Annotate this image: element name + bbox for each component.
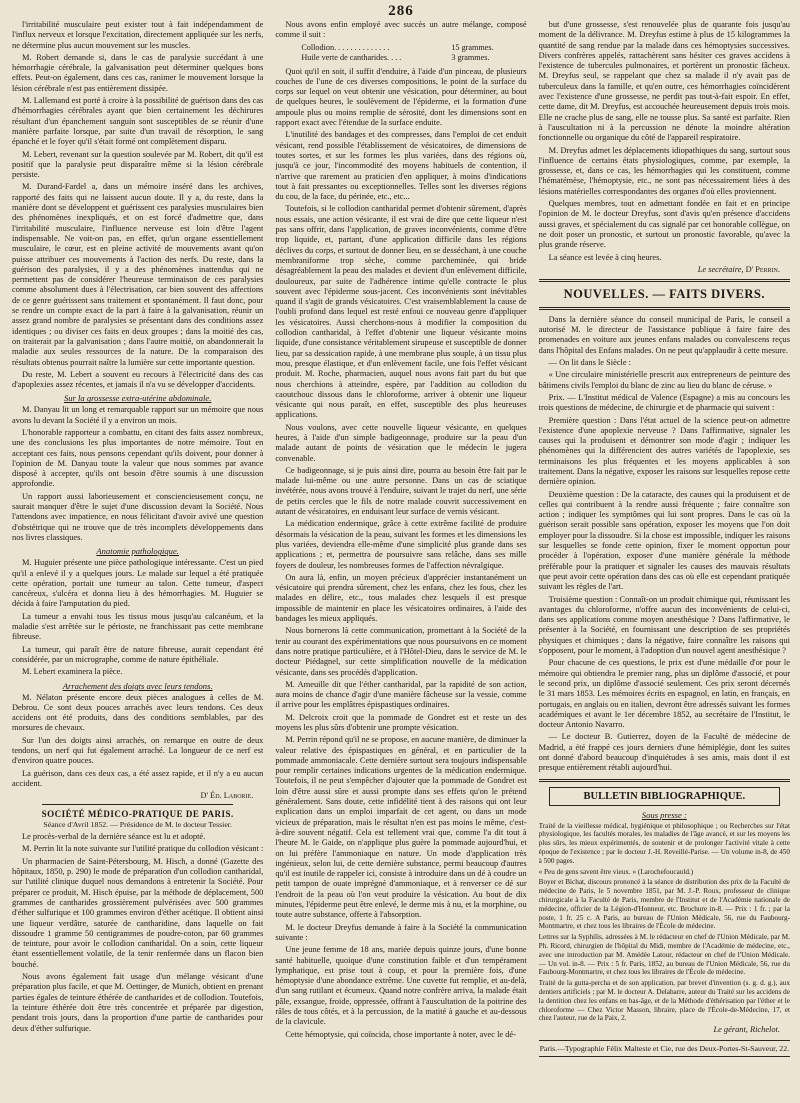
column-left [12,20,263,1100]
col1-paras [12,20,263,390]
paragraph: Boyer et Bichat, discours prononcé à la séance de distribution des prix de la Faculté de médecine de Paris, le 5 novembre 1851, par M. J.-P. Roux, professeur de clinique chirurgicale à la Faculté de Paris, membre de l'Institut et de l'Académie nationale de médecine, officier de la Légion-d'Honneur, etc. Brochure in-8. — Prix : 1 fr. ; par la poste, 1 fr. 25 c. A Paris, au bureau de l'Union Médicale, 56, rue du Faubourg-Montmartre, et chez tous les libraires de l'École de médecine. [538,878,790,931]
paragraph: Quelques membres, tout en admettant fondée en fait et en principe l'opinion de M. le docteur Dreyfus, sont d'avis qu'en présence d'accidens aussi graves, et spécialement du cas signalé par cet honorable collègue, on ne doit poser un pronostic, et surtout un pronostic favorable, qu'avec la plus grande réserve. [538,199,790,250]
paragraph: M. Nélaton présente encore deux pièces analogues à celles de M. Debrou. Ce sont deux pouces arrachés avec leurs tendons. Ces deux accidens ont été produits, dans des conditions semblables, par des morsures de chevaux. [12,692,264,733]
paragraph: M. Lallemand est porté à croire à la possibilité de guérison dans des cas d'hémorrhagies cérébrales ayant que bien certainement les déchirures résultant d'un épanchement sanguin sont susceptibles de se réunir d'une manière parfaite lorsque, par suite d'un travail de résorption, le sang épanché et le foyer qu'il s'était formé ont complètement disparu. [12,96,264,147]
formula-qty: 3 grammes. [451,53,490,63]
section-subtitle-anatomie: Anatomie pathologique. [96,546,179,557]
col1-paras3 [12,558,263,677]
paragraph: Le procès-verbal de la dernière séance est lu et adopté. [22,832,206,842]
column-middle [275,20,526,1100]
paragraph: L'honorable rapporteur a combattu, en citant des faits assez nombreux, une des conclusions les plus importantes de notre mémoire. Tout en acceptant ces faits, nous pensons cependant qu'ils doivent, pour donner à l'opinion de M. Danyau toute la valeur que nous sommes par avance disposé à accepter, qu'ils ont besoin d'être soumis à une discussion approfondie. [12,427,264,489]
paragraph: « Peu de gens savent être vieux. » (Larochefoucauld.) [538,867,694,876]
sous-presse-label: Sous presse : [641,809,687,820]
paragraph: Deuxième question : De la cataracte, des causes qui la produisent et de celles qui contribuent à la rendre aussi fréquente ; faire connaître son action ; indiquer les symptômes qui lui sont propres. Dans le cas où la guérison serait possible sans opération, exposer les moyens que l'on doit employer pour la dissoudre. Si la chose est impossible, indiquer les raisons sur lesquelles se fonde cette opinion, fixer le moment opportun pour procéder à l'opération, exposer d'une manière générale la méthode préférable pour la pratiquer et signaler les causes des mauvais résultats que peut avoir cette opération dans des cas où elle est cependant pratiquée suivant les règles de l'art. [538,489,790,592]
formula-row [301,53,526,64]
paragraph: La médication endermique, grâce à cette extrême facilité de produire désormais la vésication de la peau, suivant les formes et les dimensions les plus variées, deviendra elle-même d'une simplicité plus grande dans ses applications ; et, permettra de poursuivre sans relâche, dans ses mille foyers de douleur, les nombreuses formes de l'affection névralgique. [275,519,527,570]
printer-imprint: Paris.—Typographie Félix Malteste et Cie, rue des Deux-Portes-St-Sauveur, 22. [539,1040,790,1057]
paragraph: l'irritabilité musculaire peut exister tout à fait indépendamment de l'influx nerveux et lorsque l'excitation, directement appliquée sur les nerfs, ne détermine plus aucun mouvement sur les muscles. [12,20,264,50]
seance-line: Séance d'Avril 1852. — Présidence de M. le docteur Tessier. [43,820,232,830]
biblio-heading: BULLETIN BIBLIOGRAPHIQUE. [549,787,780,806]
paragraph: La tumeur, qui paraît être de nature fibreuse, aurait cependant été considérée, par un micrographe, comme de nature épithéliale. [12,644,264,664]
divider-double [539,279,790,282]
paragraph: Troisième question : Connaît-on un produit chimique qui, réunissant les avantages du chloroforme, n'offre aucun des inconvénients de celui-ci, dans ses applications comme moyen anesthésique ? Dans l'affirmative, le présenter à la Société, en fournissant une description de ses propriétés physiques et chimiques ; dans la négative, faire connaître les raisons qui s'opposent, pour le moment, à l'adoption d'un nouvel agent anesthésique ? [538,594,790,656]
paragraph: Quoi qu'il en soit, il suffit d'enduire, à l'aide d'un pinceau, de plusieurs couches de l'une de ces diverses compositions, le point de la surface du corps sur lequel on veut obtenir une vésication, pour déterminer, au bout de quelques heures, le soulèvement de l'épiderme, et la formation d'une ampoule plus ou moins remplie de sérosité, dont les dimensions sont en rapport exact avec l'étendue de la surface enduite. [275,66,527,128]
signature-name: D' Perrin. [745,264,780,274]
paragraph: Toutefois, si le collodion cantharidal permet d'obtenir sûrement, d'après nous essais, une action vésicante, il est vrai de dire que cette liqueur n'est pas sans offrir, dans l'application, de graves inconvénients, comme d'être trop liquide, et, partant, d'une application difficile dans les régions déclives du corps, et surtout de donner lieu, en se desséchant, à une couche membraniforme trop sèche, comme parcheminée, qui bride désagréablement la peau des malades et devient d'un enlèvement difficile, douloureux, par suite de l'adhérence intime qu'elle contracte le plus souvent avec l'épiderme sous-jacent. Ces inconvénients sont inévitables quand il s'agit de grands vésicatoires. C'est vraisemblablement la cause de l'oubli profond dans lequel est resté enfoui ce nouveau genre d'appliquer les vésicatoires. Aussi cherchons-nous à modifier la composition du collodion cantharidal, à l'effet d'obtenir une liqueur vésicante moins liquide, d'une consistance véritablement sirupeuse et susceptible de donner lieu, par sa dessication rapide, à une membrane plus souple, à un tissu plus mou, presque élastique, et d'un enlèvement facile, une fois l'effet vésicant produit. M. Roche, pharmacien, auquel nous avons fait part du but que nous cherchions à atteindre, espère, par l'addition au collodion du caoutchouc dissous dans le chloroforme, arriver à obtenir une liqueur vésicante qui nous paraît, en effet, susceptible des plus heureuses applications. [275,204,527,420]
paragraph: M. Durand-Fardel a, dans un mémoire inséré dans les archives, rapporté des faits qui ne laissent aucun doute. Il y a, du reste, dans la manière dont se développent et guérissent ces paralysies musculaires bien des phénomènes inexpliqués, et on est forcé d'admettre que, dans l'irritabilité musculaire, l'influence nerveuse est loin d'être l'agent indispensable. Ne voit-on pas, en effet, qu'un organe essentiellement musculaire, le cœur, est en pleine activité de mouvements avant qu'on puisse attribuer ces mouvements à l'action des nerfs. Du reste, dans la guérison des paralysies, il y a des phénomènes inattendus qui ne permettent pas de considérer l'heureuse terminaison de ces paralysies comme absolument dues à l'électrisation, car bien souvent des affections de ce genre guérissent sans traitement et spontanément. Il faut donc, pour se rendre un compte exact de la part à faire à la galvanisation, réunir un assez grand nombre de paralysies se présentant dans des conditions assez identiques ; ou diviser ces faits en deux groupes ; dans la moitié des cas, on traiterait par la galvanisation ; dans l'autre moitié, on abandonnerait la maladie aux seules ressources de la nature. De la comparaison des résultats obtenus pourrait naître la lumière sur cette importante question. [12,182,264,367]
paragraph: Traité de la gutta-percha et de son application, par brevet d'invention (s. g. d. g.), aux dentiers artificiels ; par M. le docteur A. Delabarre, auteur du Traité sur les accidens de la dentition chez les enfans en bas-âge, et de la Méthode d'éthérisation par l'éther et le chloroforme — Chez Victor Masson, libraire, place de l'École-de-Médecine, 17, et chez l'auteur, rue de la Paix, 2. [538,979,790,1023]
paragraph: Nous avons également fait usage d'un mélange vésicant d'une préparation plus facile, et que M. Oettinger, de Munich, obtient en prenant parties égales de teinture éthérée de cantharides et de collodion. Toutefois, la teinture éthérée doit être très concentrée et préparée par digestion, pendant trois jours, dans la proportion d'une partie de cantharides pour deux d'éther sulfurique. [12,972,264,1033]
paragraph: Pour chacune de ces questions, le prix est d'une médaille d'or pour le mémoire qui obtiendra le premier rang, plus un diplôme d'associé, et pour le second prix, un diplôme d'associé seulement. Ces prix seront décernés le 31 mars 1853. Les mémoires écrits en espagnol, en latin, en français, en portugais, en anglais ou en italien, devront être adressés suivant les formes académiques et avant le 1er décembre 1852, au secrétaire de l'Institut, le docteur Antonio Navarro. [538,658,790,730]
paragraph: Traité de la vieillesse médical, hygiénique et philosophique ; ou Recherches sur l'état physiologique, les facultés morales, les maladies de l'âge avancé, et sur les moyens les plus sûrs, les mieux expérimentés, de soutenir et de prolonger l'activité vitale à cette époque de l'existence ; par le docteur J.-H. Reveillé-Parise. — Un volume in-8, de 450 à 500 pages. [538,821,790,865]
paragraph: L'inutilité des bandages et des compresses, dans l'emploi de cet enduit vésicant, rend possible l'établissement de vésicatoires, de dimensions de toutes sortes, et sur les formes les plus variées, dans des régions où, jusqu'à ce jour, l'incommodité des moyens habituels de contention, il n'arrive que rarement au praticien d'en appliquer, à moins d'indications tout à fait pressantes ou exceptionnelles. Telles sont les diverses régions du cou, de la face, du périnée, etc., etc... [275,130,527,202]
paragraph: Un pharmacien de Saint-Pétersbourg, M. Hisch, a donné (Gazette des hôpitaux, 1850, p. 290) le mode de préparation d'un collodion cantharidal, sur l'utilité clinique duquel nous demandons à entretenir la Société. Pour préparer ce produit, M. Hisch épuise, par la méthode de déplacement, 500 grammes de cantharides grossièrement pulvérisées avec 500 grammes d'éther sulfurique et 100 grammes environ d'éther acétique. Il obtient ainsi une liqueur verdâtre, saturée de cantharidine, dans laquelle on fait dissoudre 1 gramme 50 centigrammes de poudre-coton, par 60 grammes de teinture, pour avoir le collodion cantharidal. On a soin, cette liqueur étant essentiellement volatile, de la tenir renfermée dans un flacon bien bouché. [12,856,264,969]
paragraph: M. Lebert, revenant sur la question soulevée par M. Robert, dit qu'il est positif que la paralysie peut disparaître même si la lésion cérébrale persiste. [12,149,264,180]
paragraph: On aura là, enfin, un moyen précieux d'apprécier instantanément un vésicatoire qui prendra sûrement, chez les enfans, chez les fous, chez les malades en délire, etc., tous malades chez lesquels il est presque impossible de maintenir en place les vésicatoires ordinaires, à l'aide des bandages les mieux appliqués. [275,572,527,624]
paragraph: La séance est levée à cinq heures. [548,252,662,262]
page-number: 286 [388,3,414,19]
paragraph: Nous voulons, avec cette nouvelle liqueur vésicante, en quelques heures, à l'aide d'un simple badigeonnage, produire sur la peau d'un malade autant de points de vésication que le médecin le jugera convenable. [275,422,527,463]
paragraph: M. Huguier présente une pièce pathologique intéressante. C'est un pied qu'il a enlevé il y a quelques jours. Le malade sur lequel a été pratiquée cette opération, portait une tumeur au talon. Cette tumeur, d'aspect cancéreux, s'ulcéra et donna lieu à des hémorrhagies. M. Huguier se décida à faire l'amputation du pied. [12,558,264,609]
section-subtitle-arrachement: Arrachement des doigts avec leurs tendons. [62,680,213,691]
formula-row [301,43,526,54]
section-subtitle-grossesse: Sur la grossesse extra-utérine abdominale. [63,393,212,404]
col3-paras [539,20,790,263]
formula-list [301,43,526,64]
paragraph: but d'une grossesse, s'est renouvelée plus de quarante fois jusqu'au moment de la délivrance. M. Dreyfus estime à plus de 15 kilogrammes la quantité de sang rendue par la malade dans ces hémoptysies successives. Divers confrères appelés, rattachèrent sans hésiter ces graves accidens à l'existence de tubercules pulmonaires, et portèrent un pronostic fâcheux. M. Dreyfus seul, se rappelant que chez sa malade il n'y avait pas de tuberculeux dans la famille, et qu'en outre, ces hémorrhagies coïncidèrent avec l'existence d'une grossesse, ne perdit pas tout-à-fait espoir. En effet, cette dame, dit M. Dreyfus, est accouchée heureusement depuis trois mois. Elle ne crache plus de sang, elle ne tousse plus. Sa santé est parfaite. Rien à l'auscultation ni à la percussion ne dénote la moindre altération fonctionnelle ou organique du côté de l'appareil respiratoire. [538,20,790,143]
news-list [539,315,790,774]
paragraph: Un rapport aussi laborieusement et consciencieusement conçu, ne saurait manquer d'être le sujet d'une discussion devant la Société. Nous l'attendons avec impatience, en nous félicitant d'avoir avivé une question d'obstétrique qui ne trouve que de très incomplets développements dans nos livres classiques. [12,491,264,542]
paragraph: Cette hémoptysie, qui coïncida, chose importante à noter, avec le dé- [285,1029,516,1039]
divider-double [539,307,790,310]
formula-name: Huile verte de cantharides. . . . [301,53,402,63]
col2-intro: Nous avons enfin employé avec succès un autre mélange, composé comme il suit : [275,20,527,40]
formula-name: Collodion. . . . . . . . . . . . . . [301,42,390,52]
signature-label: Le secrétaire, [697,264,744,274]
biblio-list [539,822,790,1024]
paragraph: M. Dreyfus admet les déplacements idiopathiques du sang, surtout sous l'influence de certains états physiologiques, comme, par exemple, la grossesse, et, dans ce cas, les hémorrhagies qui les constituent, comme l'hématémèse, l'hémoptysie, etc., ne sont pas nécessairement liées à des lésions matérielles correspondantes des organes d'où elles proviennent. [538,145,790,196]
columns [12,20,790,1100]
paragraph: Ce badigeonnage, si je puis ainsi dire, pourra au besoin être fait par le malade lui-même ou une autre personne. Dans un cas de sciatique invétérée, nous avons trouvé à l'enduire, suivant le trajet du nerf, une série de petits cercles que le fils de notre malade couvrit successivement en autant de vésicatoires, en enduisant leur surface de vernis vésicant. [275,465,527,517]
paragraph: Dans la dernière séance du conseil municipal de Paris, le conseil a autorisé M. le directeur de l'assistance publique à faire faire des promenades en voiture aux jeunes enfans malades ou convalescens reçus dans l'hôpital des Enfans malades. On ne peut qu'applaudir à cette mesure. [538,314,790,355]
paragraph: M. le docteur Dreyfus demande à faire à la Société la communication suivante : [275,922,527,942]
author-signature: D' Éd. Laborie. [200,791,254,801]
paragraph: Une jeune femme de 18 ans, mariée depuis quinze jours, d'une bonne santé habituelle, quoique d'une constitution faible et d'un tempérament lymphatique, est prise tout à coup, et pour la première fois, d'une hémoptysie d'une abondance extrême. Une cuvette fut remplie, et au-delà, d'un sang rutilant et écumeux. Quand notre confrère arriva, la malade était pâle, exsangue, froide, oppressée, offrant à l'auscultation de la poitrine des râles de tous côtés, et à la percussion, de la matité à gauche et au-dessous de la clavicule. [275,945,527,1027]
paragraph: Du reste, M. Lebert a souvent eu recours à l'électricité dans des cas d'apoplexies assez récentes, et jamais il n'a vu se développer d'accidents. [12,369,264,390]
divider [42,804,233,805]
gerant-signature: Le gérant, Richelot. [713,1025,780,1035]
paragraph: La tumeur a envahi tous les tissus mous jusqu'au calcanéum, et la maladie s'est arrêtée sur le périoste, ne franchissant pas cette membrane fibreuse. [12,611,264,642]
formula-qty: 15 grammes. [451,42,494,52]
col2-paras [275,67,526,1040]
paragraph: M. Lebert examinera la pièce. [22,667,123,677]
col1-paras5 [12,832,263,1034]
paragraph: — Le docteur B. Gutierrez, doyen de la Faculté de médecine de Madrid, a été frappé ces jours derniers d'une hémiplégie, dont les suites ont donné d'abord beaucoup d'inquiétudes à ses amis, mais dont il est presque entièrement rétabli aujourd'hui. [538,732,790,773]
paragraph: M. Perrin répond qu'il ne se propose, en aucune manière, de diminuer la valeur relative des épispastiques en général, et en particulier de la pommade ammoniacale. Cette dernière surtout sera toujours indispensable pour remplir certaines indications urgentes de la médication endermique. Toutefois, il ne peut s'empêcher d'ajouter que la pommade de Gondret est loin d'être aussi sûre et aussi prompte dans ses effets qu'on le prétend généralement. Sans doute, cette infidélité tient à des raisons qui ont leur explication dans un emploi imparfait de cet agent, ou dans un mode vicieux de préparation, mais le résultat n'en est pas moins le même, c'est-à-dire souvent négatif. Cela est tellement vrai que, comme l'a dit tout à l'heure M. le Gaide, on n'applique plus guère la pommade aujourd'hui, et on lui préfère l'ammoniaque en nature. Un mode d'application très ingénieux, selon lui, de cette dernière substance, permi beaucoup d'autres qu'il est inutile de rappeler ici, consiste à introduire dans un dé à coudre un petit tampon de ouate imprégné d'ammoniaque, et à renverser ce dé sur l'endroit de la peau où l'on veut produire la vésication. Au bout de dix minutes, l'épiderme peut être enlevé, le derme mis à nu, et la morphine, ou toute autre substance, offerte à l'absorption. [275,735,527,920]
paragraph: Première question : Dans l'état actuel de la science peut-on admettre l'existence d'une apoplexie nerveuse ? Dans l'affirmative, signaler les causes qui la produisent et démontrer son mode d'agir ; indiquer les phénomènes qui la différencient des autres variétés de l'apoplexie, ses terminaisons les plus fréquentes et les moyens applicables à son traitement. Dans la négative, exposer les raisons sur lesquelles repose cette dernière opinion. [538,415,790,487]
societe-heading: SOCIÉTÉ MÉDICO-PRATIQUE DE PARIS. [41,809,234,820]
divider-double [539,779,790,782]
secretary-signature [539,265,780,274]
paragraph: Nous bornerons là cette communication, promettant à la Société de la tenir au courant des expérimentations que nous poursuivons en ce moment dans notre pratique particulière, et à l'Hôtel-Dieu, dans le service de M. le docteur Piédagnel, sur cette simplification nouvelle de la médication vésicante, dans ses procédés d'application. [275,626,527,677]
paragraph: M. Delcroix croit que la pommade de Gondret est et reste un des moyens les plus sûrs d'obtenir une prompte vésication. [275,712,527,732]
paragraph: Lettres sur la Syphilis, adressées à M. le rédacteur en chef de l'Union Médicale, par M. Ph. Ricord, chirurgien de l'hôpital du Midi, membre de l'Académie de médecine, etc., avec une introduction par M. Amédée Latour, rédacteur en chef de l'Union Médicale. — Un vol. in-8. — Prix : 5 fr. Paris, 1852, au bureau de l'Union Médicale, 56, rue du Faubourg-Montmartre, et chez tous les libraires de l'École de médecine. [538,933,790,977]
paragraph: M. Perrin lit la note suivante sur l'utilité pratique du collodion vésicant : [22,844,264,854]
paragraph: « Une circulaire ministérielle prescrit aux entrepreneurs de peinture des bâtimens civils l'emploi du blanc de zinc au lieu du blanc de céruse. » [538,370,790,390]
paragraph: M. Robert demande si, dans le cas de paralysie succédant à une hémorrhagie cérébrale, la galvanisation peut déterminer quelques bons effets. Peut-on également, dans ces cas, ranimer le mouvement lorsque la lésion cérébrale n'est pas entièrement dissipée. [12,52,264,93]
column-right [539,20,790,1100]
paragraph: Prix. — L'Institut médical de Valence (Espagne) a mis au concours les trois questions de médecine, de chirurgie et de pharmacie qui suivent : [538,392,790,413]
col1-paras2 [12,405,263,543]
paragraph: M. Danyau lit un long et remarquable rapport sur un mémoire que nous avons lu devant la Société il y a environ un mois. [12,405,264,425]
paragraph: Sur l'un des doigts ainsi arrachés, on remarque en outre de deux tendons, un nerf qui fut également arraché. La longueur de ce nerf est d'environ quatre pouces. [12,735,264,766]
paragraph: — On lit dans le Siècle : [548,358,631,368]
col1-paras4 [12,693,263,790]
news-heading: NOUVELLES. — FAITS DIVERS. [563,286,765,301]
paragraph: M. Ameuille dit que l'éther cantharidal, par la rapidité de son action, aura moins de chance d'agir d'une manière fâcheuse sur la vessie, comme il arrive pour les emplâtres épispastiques ordinaires. [275,679,527,710]
paragraph: La guérison, dans ces deux cas, a été assez rapide, et il n'y a eu aucun accident. [12,768,264,788]
